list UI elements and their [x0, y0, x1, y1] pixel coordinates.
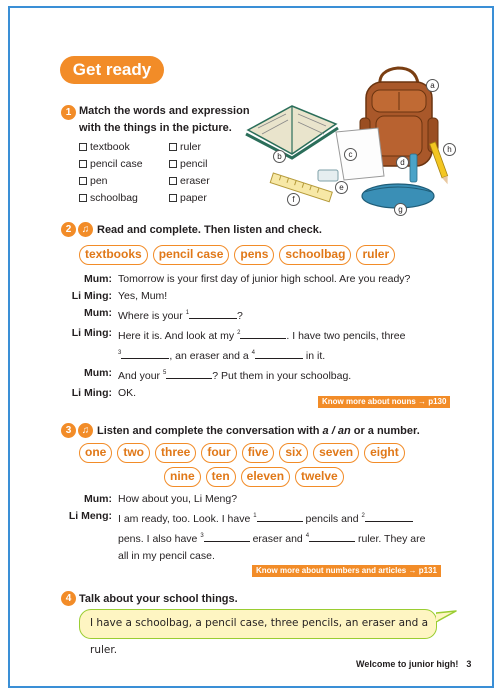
word-textbooks: textbooks — [79, 245, 148, 265]
blank-5[interactable] — [166, 368, 212, 379]
word-bank-ex3-row2 — [164, 467, 344, 487]
blank-1[interactable] — [257, 511, 303, 522]
pen-drawing — [410, 154, 417, 182]
word-ruler: ruler — [356, 245, 395, 265]
blank-3[interactable] — [121, 348, 169, 359]
listen-icon: ♫ — [78, 222, 93, 237]
dialog-line: Mum: How about you, Li Meng? — [84, 493, 238, 505]
section-title: Get ready — [60, 56, 164, 84]
page-footer — [356, 659, 471, 669]
word-three: three — [155, 443, 196, 463]
word-bank-ex2 — [79, 245, 395, 265]
dialog-line: Li Ming: Here it is. And look at my $^2$ . I have two pencils, three — [71, 327, 406, 342]
word-bank-ex3-row1 — [79, 443, 405, 463]
dialog-line: Mum: Where is your $^1$ ? — [84, 307, 243, 322]
option-pen[interactable]: pen — [79, 173, 169, 189]
exercise-3-title: Listen and complete the conversation with a / an or a number. — [97, 425, 420, 437]
word-six: six — [279, 443, 308, 463]
picture-label-g: g — [394, 203, 407, 216]
exercise-2-title: Read and complete. Then listen and check. — [97, 224, 322, 236]
checkbox[interactable] — [79, 177, 87, 185]
page-number: 3 — [466, 659, 472, 669]
word-nine: nine — [164, 467, 201, 487]
ex2-dialog — [53, 271, 483, 402]
picture-label-f: f — [287, 193, 300, 206]
blank-2[interactable] — [365, 511, 413, 522]
checkbox[interactable] — [169, 160, 177, 168]
word-ten: ten — [206, 467, 236, 487]
dialog-line: pens. I also have $^3$ eraser and $^4$ ruler. They are — [118, 533, 426, 545]
dialog-line: Li Ming: Yes, Mum! — [71, 290, 168, 302]
checkbox[interactable] — [79, 194, 87, 202]
word-one: one — [79, 443, 112, 463]
option-pencil-case[interactable]: pencil case — [79, 156, 169, 172]
blank-1[interactable] — [189, 308, 237, 319]
checkbox[interactable] — [79, 160, 87, 168]
word-schoolbag: schoolbag — [279, 245, 351, 265]
ex3-dialog — [53, 491, 483, 565]
dialog-line: Li Ming: OK. — [71, 387, 137, 399]
exercise-1-title-line1: Match the words and expression — [79, 105, 250, 117]
speech-bubble: I have a schoolbag, a pencil case, three pencils, an eraser and a ruler. — [79, 609, 437, 639]
dialog-line: all in my pencil case. — [118, 550, 215, 562]
blank-3[interactable] — [204, 531, 250, 542]
picture-label-d: d — [396, 156, 409, 169]
option-textbook[interactable]: textbook — [79, 139, 169, 155]
word-five: five — [242, 443, 275, 463]
option-ruler[interactable]: ruler — [169, 139, 239, 155]
exercise-2-number: 2 — [61, 222, 76, 237]
checkbox[interactable] — [169, 177, 177, 185]
word-checklist — [79, 139, 229, 206]
exercise-1-title-line2: with the things in the picture. — [79, 122, 232, 134]
speech-bubble-tail — [436, 610, 458, 624]
word-two: two — [117, 443, 150, 463]
exercise-1-title — [79, 104, 250, 135]
blank-4[interactable] — [309, 531, 355, 542]
picture-label-e: e — [335, 181, 348, 194]
exercise-4-number: 4 — [61, 591, 76, 606]
word-four: four — [201, 443, 236, 463]
picture-label-a: a — [426, 79, 439, 92]
footer-title: Welcome to junior high! — [356, 659, 459, 669]
checkbox[interactable] — [79, 143, 87, 151]
word-eight: eight — [364, 443, 405, 463]
eraser-drawing — [318, 170, 338, 181]
option-eraser[interactable]: eraser — [169, 173, 239, 189]
dialog-line: $^3$ , an eraser and a $^4$ in it. — [118, 350, 326, 362]
picture-label-c: c — [344, 148, 357, 161]
option-paper[interactable]: paper — [169, 190, 239, 206]
blank-4[interactable] — [255, 348, 303, 359]
option-pencil[interactable]: pencil — [169, 156, 239, 172]
word-pencil-case: pencil case — [153, 245, 230, 265]
dialog-line: Mum: Tomorrow is your first day of junior high school. Are you ready? — [84, 273, 411, 285]
word-eleven: eleven — [241, 467, 290, 487]
listen-icon: ♫ — [78, 423, 93, 438]
dialog-line: Li Meng: I am ready, too. Look. I have $^1$ pencils and $^2$ — [53, 508, 483, 528]
know-more-nouns-link[interactable]: Know more about nouns → p130 — [318, 396, 450, 408]
exercise-4-title: Talk about your school things. — [79, 593, 238, 605]
picture-label-h: h — [443, 143, 456, 156]
textbook-drawing — [246, 106, 338, 158]
word-seven: seven — [313, 443, 359, 463]
know-more-numbers-link[interactable]: Know more about numbers and articles → p131 — [252, 565, 441, 577]
exercise-1-number: 1 — [61, 105, 76, 120]
dialog-line: Mum: And your $^5$ ? Put them in your schoolbag. — [84, 367, 352, 382]
option-schoolbag[interactable]: schoolbag — [79, 190, 169, 206]
exercise-3-number: 3 — [61, 423, 76, 438]
checkbox[interactable] — [169, 143, 177, 151]
word-pens: pens — [234, 245, 274, 265]
word-twelve: twelve — [295, 467, 344, 487]
checkbox[interactable] — [169, 194, 177, 202]
picture-label-b: b — [273, 150, 286, 163]
blank-2[interactable] — [240, 328, 286, 339]
